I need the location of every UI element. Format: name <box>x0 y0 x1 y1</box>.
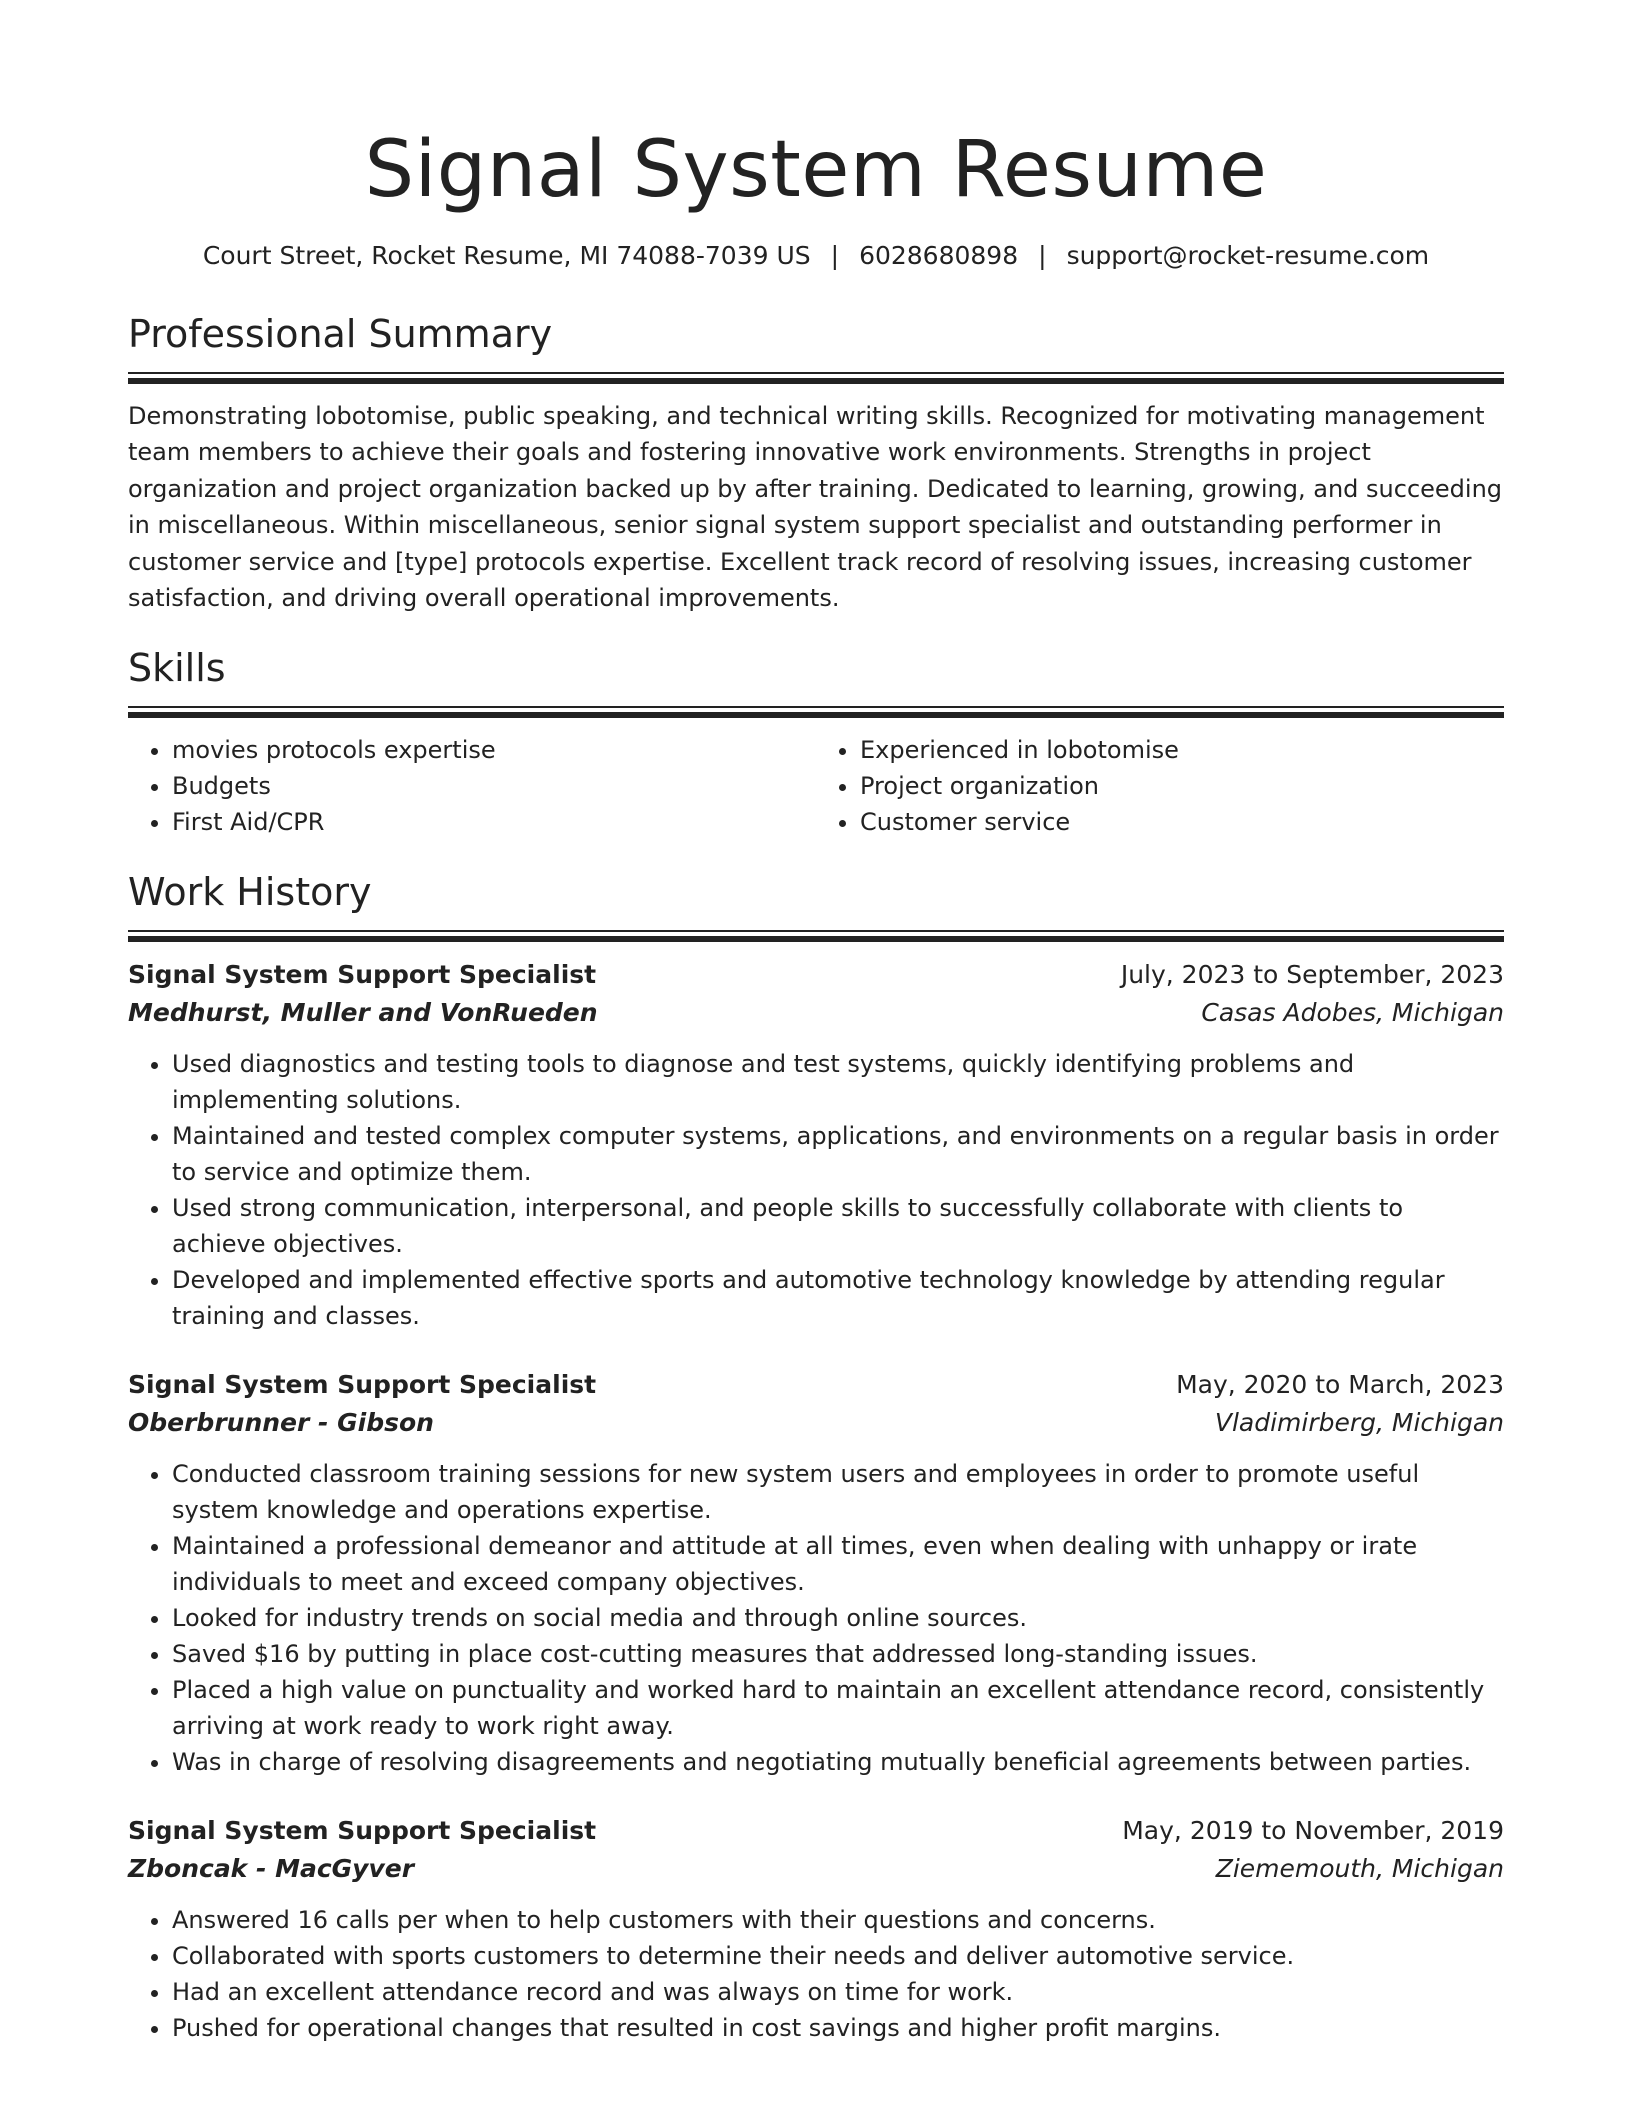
contact-phone: 6028680898 <box>859 241 1019 270</box>
summary-heading: Professional Summary <box>128 312 553 356</box>
job-title: Signal System Support Specialist <box>128 1816 597 1846</box>
job-header-row <box>128 956 1504 994</box>
job-bullet: • Developed and implemented effective sports and automotive technology knowledge by attending regular training and classes. <box>172 1262 1504 1334</box>
job-bullet: • Maintained and tested complex computer systems, applications, and environments on a regular basis in order to service and optimize them. <box>172 1118 1504 1190</box>
skills-section <box>128 642 1504 840</box>
job-title: Signal System Support Specialist <box>128 960 597 990</box>
section-divider <box>128 706 1504 718</box>
job-location: Vladimirberg, Michigan <box>1214 1408 1504 1438</box>
contact-line <box>128 238 1504 274</box>
job-header-row <box>128 1366 1504 1404</box>
job-bullets <box>128 1902 1504 2046</box>
job-bullet: • Answered 16 calls per when to help customers with their questions and concerns. <box>172 1902 1504 1938</box>
contact-address: Court Street, Rocket Resume, MI 74088-7039 US <box>202 241 811 270</box>
job-title: Signal System Support Specialist <box>128 1370 597 1400</box>
skill-item: • Customer service <box>860 804 1504 840</box>
job-company: Medhurst, Muller and VonRueden <box>128 998 598 1028</box>
skills-list-right <box>816 732 1504 840</box>
skills-heading: Skills <box>128 646 226 691</box>
resume-name: Signal System Resume <box>364 125 1268 215</box>
contact-email: support@rocket-resume.com <box>1066 241 1430 270</box>
job-company: Zboncak - MacGyver <box>128 1854 415 1884</box>
summary-section <box>128 308 1504 616</box>
job-company-row <box>128 1404 1504 1442</box>
summary-text: Demonstrating lobotomise, public speaking, and technical writing skills. Recognized for motivating management team members to achieve their goals and fostering innovative work environments. Strengths in project organization and project organization backed up by after training. Dedicated to learning, growing, and succeeding in miscellaneous. Within miscellaneous, senior signal system support specialist and outstanding performer in customer service and [type] protocols expertise. Excellent track record of resolving issues, increasing customer satisfaction, and driving overall operational improvements. <box>128 402 1503 613</box>
job-bullet: • Maintained a professional demeanor and attitude at all times, even when dealing with unhappy or irate individuals to meet and exceed company objectives. <box>172 1528 1504 1600</box>
job-bullets <box>128 1046 1504 1334</box>
job-company-row <box>128 1850 1504 1888</box>
skill-item: • movies protocols expertise <box>172 732 816 768</box>
job-company: Oberbrunner - Gibson <box>128 1408 434 1438</box>
work-history-heading: Work History <box>128 870 372 915</box>
job-bullet: • Used diagnostics and testing tools to diagnose and test systems, quickly identifying problems and implementing solutions. <box>172 1046 1504 1118</box>
contact-separator: | <box>830 241 840 270</box>
skills-columns <box>128 732 1504 840</box>
job-dates: July, 2023 to September, 2023 <box>1120 960 1504 990</box>
job-bullet: • Had an excellent attendance record and was always on time for work. <box>172 1974 1504 2010</box>
job-bullet: • Collaborated with sports customers to determine their needs and deliver automotive service. <box>172 1938 1504 1974</box>
job-bullet: • Conducted classroom training sessions for new system users and employees in order to promote useful system knowledge and operations expertise. <box>172 1456 1504 1528</box>
job-bullet: • Pushed for operational changes that resulted in cost savings and higher profit margins. <box>172 2010 1504 2046</box>
job-location: Casas Adobes, Michigan <box>1201 998 1504 1028</box>
job-bullet: • Saved $16 by putting in place cost-cutting measures that addressed long-standing issues. <box>172 1636 1504 1672</box>
job-bullet: • Used strong communication, interpersonal, and people skills to successfully collaborate with clients to achieve objectives. <box>172 1190 1504 1262</box>
job-bullet: • Was in charge of resolving disagreements and negotiating mutually beneficial agreements between parties. <box>172 1744 1504 1780</box>
job-entry <box>128 1812 1504 2046</box>
job-bullets <box>128 1456 1504 1780</box>
section-divider <box>128 930 1504 942</box>
job-dates: May, 2020 to March, 2023 <box>1176 1370 1504 1400</box>
job-header-row <box>128 1812 1504 1850</box>
job-dates: May, 2019 to November, 2019 <box>1122 1816 1504 1846</box>
skill-item: • First Aid/CPR <box>172 804 816 840</box>
skill-item: • Budgets <box>172 768 816 804</box>
job-location: Ziememouth, Michigan <box>1215 1854 1504 1884</box>
work-history-section <box>128 866 1504 2046</box>
skill-item: • Project organization <box>860 768 1504 804</box>
skills-list-left <box>128 732 816 840</box>
skill-item: • Experienced in lobotomise <box>860 732 1504 768</box>
job-entry <box>128 1366 1504 1780</box>
job-entry <box>128 956 1504 1334</box>
section-divider <box>128 372 1504 384</box>
job-bullet: • Placed a high value on punctuality and worked hard to maintain an excellent attendance record, consistently arriving at work ready to work right away. <box>172 1672 1504 1744</box>
contact-separator: | <box>1038 241 1047 270</box>
job-company-row <box>128 994 1504 1032</box>
job-bullet: • Looked for industry trends on social media and through online sources. <box>172 1600 1504 1636</box>
